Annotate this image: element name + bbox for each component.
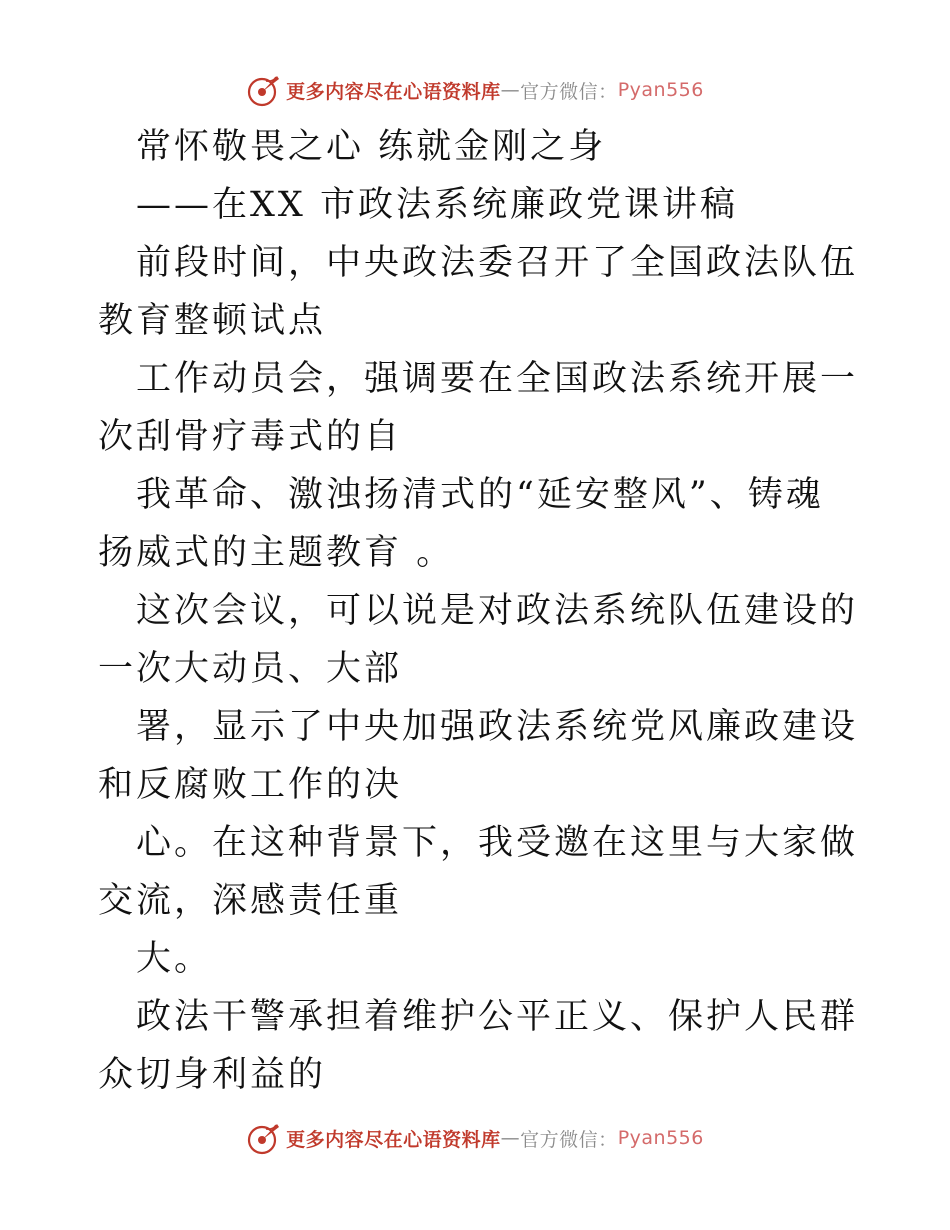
paragraph: 我革命、激浊扬清式的“延安整风”、铸魂扬威式的主题教育 。	[98, 475, 824, 573]
paragraph: 政法干警承担着维护公平正义、保护人民群众切身利益的	[98, 997, 859, 1095]
paragraph: 工作动员会，强调要在全国政法系统开展一次刮骨疗毒式的自	[98, 359, 859, 457]
document-body	[98, 118, 858, 1104]
paragraph: 心。在这种背景下，我受邀在这里与大家做交流，深感责任重	[98, 823, 859, 921]
quill-pen-logo-icon	[246, 72, 282, 108]
watermark-promo-text: 更多内容尽在心语资料库	[286, 80, 501, 103]
paragraph: 署，显示了中央加强政法系统党风廉政建设和反腐败工作的决	[98, 707, 859, 805]
watermark-official-label: 官方微信：	[520, 80, 618, 103]
header-watermark-banner	[0, 70, 950, 110]
paragraph: 前段时间，中央政法委召开了全国政法队伍教育整顿试点	[98, 243, 859, 341]
watermark-wechat-id: Pyan556	[617, 79, 704, 101]
document-subtitle: ——在XX 市政法系统廉政党课讲稿	[136, 185, 738, 225]
footer-watermark-banner	[0, 1118, 950, 1158]
watermark-official-label: 官方微信：	[520, 1128, 618, 1151]
watermark-wechat-id: Pyan556	[617, 1127, 704, 1149]
document-title: 常怀敬畏之心 练就金刚之身	[136, 127, 607, 167]
watermark-dash: —	[500, 1127, 521, 1149]
watermark-promo-text: 更多内容尽在心语资料库	[286, 1128, 501, 1151]
paragraph: 大。	[136, 939, 213, 979]
quill-pen-logo-icon	[246, 1120, 282, 1156]
watermark-dash: —	[500, 79, 521, 101]
paragraph: 这次会议，可以说是对政法系统队伍建设的一次大动员、大部	[98, 591, 859, 689]
